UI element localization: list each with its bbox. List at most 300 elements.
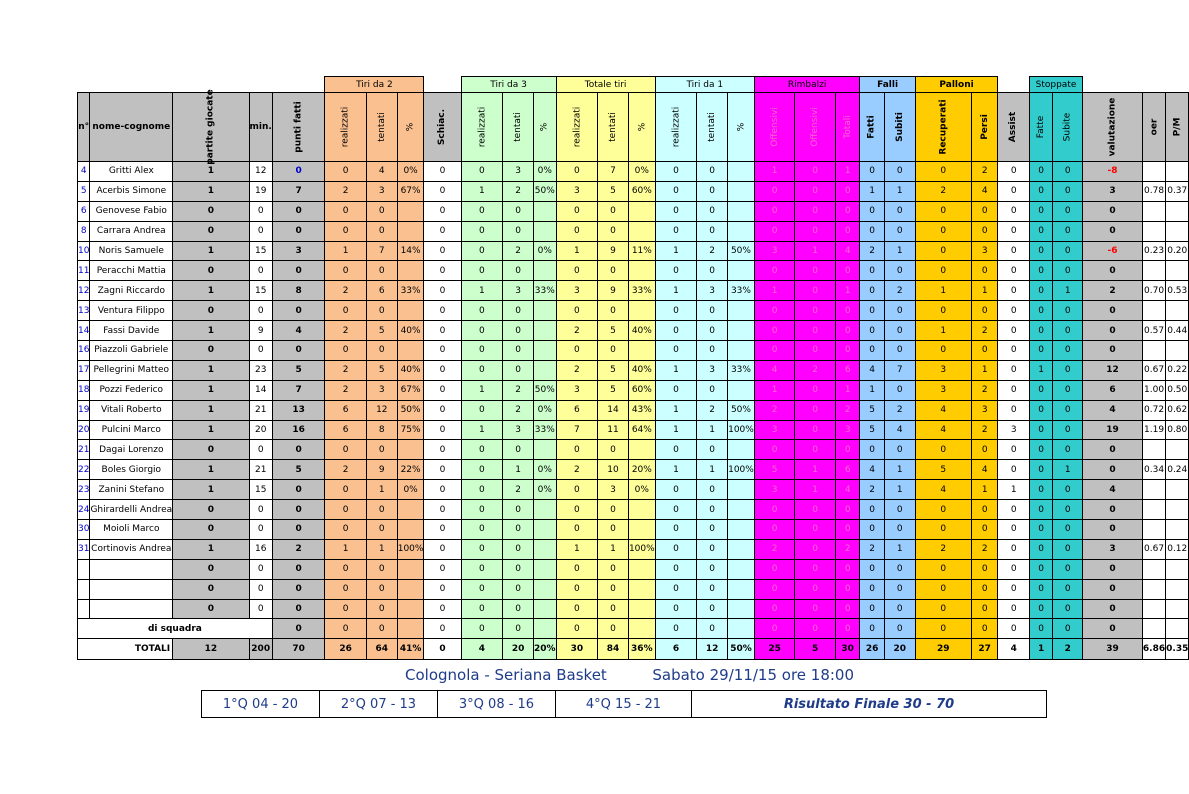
cell-t3-realizzati: 0 — [461, 241, 503, 261]
header-partite-giocate: partite giocate — [173, 93, 249, 162]
cell-tot-perc — [628, 301, 655, 321]
header-name: nome-cognome — [90, 93, 173, 162]
cell-tot-realizzati: 2 — [556, 360, 598, 380]
header-t3-realizzati: realizzati — [461, 93, 503, 162]
cell-pm: 0.50 — [1166, 380, 1189, 400]
header-t1-tentati: tentati — [697, 93, 728, 162]
player-row — [78, 380, 1189, 400]
player-number: 20 — [78, 420, 90, 440]
player-number: 10 — [78, 241, 90, 261]
cell-rimb-tot: 0 — [835, 440, 860, 460]
cell-pg: 1 — [173, 181, 249, 201]
cell-schiac: 0 — [424, 360, 461, 380]
group-stoppate: Stoppate — [1029, 77, 1082, 93]
cell-t2-realizzati: 0 — [325, 221, 367, 241]
cell-falli-fatti: 4 — [860, 460, 884, 480]
cell-pf: 0 — [272, 559, 324, 579]
cell-t2-perc: 67% — [397, 181, 424, 201]
totals-cell: 0.35 — [1166, 639, 1189, 660]
player-row — [78, 539, 1189, 559]
cell-schiac: 0 — [424, 480, 461, 500]
cell-falli-fatti: 5 — [860, 400, 884, 420]
score-row — [202, 691, 1047, 718]
cell-tot-tentati: 14 — [598, 400, 629, 420]
cell-t1-tentati: 0 — [697, 440, 728, 460]
squadra-cell: 0 — [424, 619, 461, 639]
cell-tot-tentati: 0 — [598, 301, 629, 321]
cell-falli-subiti: 0 — [884, 599, 915, 619]
cell-rimb-tot: 0 — [835, 599, 860, 619]
cell-schiac: 0 — [424, 201, 461, 221]
cell-t3-realizzati: 1 — [461, 380, 503, 400]
cell-rimb-tot: 0 — [835, 181, 860, 201]
cell-persi: 0 — [971, 261, 998, 281]
cell-tot-realizzati: 0 — [556, 599, 598, 619]
totals-cell: 25 — [754, 639, 795, 660]
cell-persi: 2 — [971, 321, 998, 341]
cell-tot-tentati: 0 — [598, 500, 629, 520]
cell-t3-tentati: 0 — [503, 539, 534, 559]
cell-t3-perc: 0% — [534, 480, 557, 500]
cell-min: 20 — [249, 420, 272, 440]
cell-t1-tentati: 0 — [697, 539, 728, 559]
cell-t3-tentati: 0 — [503, 559, 534, 579]
cell-t2-perc: 100% — [397, 539, 424, 559]
cell-stop-subite: 0 — [1053, 221, 1083, 241]
cell-pf: 0 — [272, 440, 324, 460]
cell-pm: 0.24 — [1166, 460, 1189, 480]
cell-t1-tentati: 0 — [697, 480, 728, 500]
cell-falli-subiti: 0 — [884, 579, 915, 599]
cell-assist: 0 — [998, 440, 1029, 460]
totals-cell: 29 — [915, 639, 971, 660]
cell-pf: 13 — [272, 400, 324, 420]
cell-persi: 0 — [971, 520, 998, 540]
cell-t2-realizzati: 2 — [325, 321, 367, 341]
cell-falli-subiti: 0 — [884, 321, 915, 341]
cell-oer — [1142, 599, 1165, 619]
cell-t1-perc — [728, 480, 755, 500]
squadra-cell: 0 — [272, 619, 324, 639]
cell-t2-perc: 14% — [397, 241, 424, 261]
cell-falli-subiti: 0 — [884, 559, 915, 579]
player-number: 5 — [78, 181, 90, 201]
cell-rimb-tot: 2 — [835, 539, 860, 559]
cell-falli-subiti: 2 — [884, 400, 915, 420]
cell-recuperati: 2 — [915, 181, 971, 201]
cell-pf: 0 — [272, 301, 324, 321]
cell-stop-fatte: 0 — [1029, 181, 1052, 201]
cell-schiac: 0 — [424, 341, 461, 361]
cell-t1-realizzati: 0 — [655, 301, 697, 321]
cell-rimb-dif: 0 — [795, 181, 836, 201]
cell-tot-perc — [628, 221, 655, 241]
header-palloni-recuperati: Recuperati — [915, 93, 971, 162]
cell-rimb-off: 0 — [754, 559, 795, 579]
cell-rimb-tot: 0 — [835, 301, 860, 321]
squadra-cell: 0 — [1053, 619, 1083, 639]
cell-min: 15 — [249, 281, 272, 301]
cell-tot-perc: 60% — [628, 380, 655, 400]
cell-assist: 0 — [998, 579, 1029, 599]
cell-min: 15 — [249, 480, 272, 500]
cell-t2-perc: 0% — [397, 480, 424, 500]
cell-t2-tentati: 0 — [366, 221, 397, 241]
cell-t2-tentati: 7 — [366, 241, 397, 261]
cell-t2-realizzati: 0 — [325, 201, 367, 221]
cell-falli-subiti: 0 — [884, 201, 915, 221]
player-name: Cortinovis Andrea — [90, 539, 173, 559]
cell-rimb-tot: 1 — [835, 162, 860, 182]
cell-pf: 0 — [272, 162, 324, 182]
cell-tot-realizzati: 1 — [556, 539, 598, 559]
cell-rimb-off: 0 — [754, 321, 795, 341]
player-name: Zanini Stefano — [90, 480, 173, 500]
cell-tot-realizzati: 3 — [556, 380, 598, 400]
player-name: Pozzi Federico — [90, 380, 173, 400]
totals-cell: 1 — [1029, 639, 1052, 660]
cell-recuperati: 0 — [915, 221, 971, 241]
cell-t1-realizzati: 1 — [655, 420, 697, 440]
cell-falli-subiti: 2 — [884, 281, 915, 301]
cell-assist: 0 — [998, 162, 1029, 182]
cell-falli-fatti: 0 — [860, 559, 884, 579]
cell-valutazione: 0 — [1083, 520, 1143, 540]
cell-oer: 0.23 — [1142, 241, 1165, 261]
cell-t3-realizzati: 0 — [461, 460, 503, 480]
cell-t1-perc — [728, 559, 755, 579]
player-name: Gritti Alex — [90, 162, 173, 182]
cell-t2-tentati: 0 — [366, 559, 397, 579]
cell-t1-tentati: 2 — [697, 400, 728, 420]
cell-tot-tentati: 0 — [598, 579, 629, 599]
squadra-cell: 0 — [971, 619, 998, 639]
player-number — [78, 559, 90, 579]
cell-pg: 1 — [173, 321, 249, 341]
header-falli-fatti: Fatti — [860, 93, 884, 162]
player-number: 6 — [78, 201, 90, 221]
cell-t3-realizzati: 0 — [461, 360, 503, 380]
cell-pm — [1166, 301, 1189, 321]
final-result: Risultato Finale 30 - 70 — [692, 691, 1047, 718]
cell-tot-tentati: 5 — [598, 360, 629, 380]
cell-persi: 0 — [971, 201, 998, 221]
player-row — [78, 201, 1189, 221]
squadra-cell: 0 — [366, 619, 397, 639]
quarter-2: 2°Q 07 - 13 — [320, 691, 438, 718]
cell-stop-subite: 0 — [1053, 201, 1083, 221]
cell-falli-fatti: 2 — [860, 241, 884, 261]
cell-persi: 1 — [971, 281, 998, 301]
cell-t1-realizzati: 0 — [655, 559, 697, 579]
cell-tot-perc — [628, 559, 655, 579]
cell-oer: 0.78 — [1142, 181, 1165, 201]
cell-stop-subite: 0 — [1053, 559, 1083, 579]
cell-valutazione: 0 — [1083, 201, 1143, 221]
quarter-3: 3°Q 08 - 16 — [438, 691, 556, 718]
cell-tot-realizzati: 0 — [556, 221, 598, 241]
cell-tot-tentati: 0 — [598, 599, 629, 619]
cell-tot-perc — [628, 201, 655, 221]
cell-valutazione: -8 — [1083, 162, 1143, 182]
cell-falli-subiti: 0 — [884, 301, 915, 321]
totals-cell: 50% — [728, 639, 755, 660]
totals-cell: 26 — [325, 639, 367, 660]
cell-valutazione: -6 — [1083, 241, 1143, 261]
cell-pm — [1166, 221, 1189, 241]
cell-valutazione: 0 — [1083, 579, 1143, 599]
cell-t3-tentati: 0 — [503, 520, 534, 540]
column-header-row — [78, 93, 1189, 162]
cell-schiac: 0 — [424, 162, 461, 182]
cell-t1-realizzati: 1 — [655, 360, 697, 380]
cell-pm — [1166, 261, 1189, 281]
cell-tot-realizzati: 0 — [556, 341, 598, 361]
cell-min: 0 — [249, 500, 272, 520]
cell-falli-fatti: 0 — [860, 599, 884, 619]
cell-t3-realizzati: 1 — [461, 181, 503, 201]
cell-t2-perc — [397, 201, 424, 221]
cell-falli-subiti: 1 — [884, 460, 915, 480]
cell-persi: 0 — [971, 221, 998, 241]
cell-pm — [1166, 500, 1189, 520]
cell-recuperati: 0 — [915, 241, 971, 261]
cell-pm: 0.12 — [1166, 539, 1189, 559]
totals-cell: 4 — [998, 639, 1029, 660]
cell-pg: 0 — [173, 301, 249, 321]
cell-t1-realizzati: 0 — [655, 201, 697, 221]
squadra-cell — [1166, 619, 1189, 639]
cell-pg: 0 — [173, 440, 249, 460]
cell-tot-tentati: 5 — [598, 380, 629, 400]
cell-valutazione: 6 — [1083, 380, 1143, 400]
cell-t1-realizzati: 0 — [655, 500, 697, 520]
cell-valutazione: 19 — [1083, 420, 1143, 440]
cell-t2-perc: 33% — [397, 281, 424, 301]
cell-falli-subiti: 1 — [884, 241, 915, 261]
cell-recuperati: 0 — [915, 301, 971, 321]
player-number: 12 — [78, 281, 90, 301]
player-rows — [78, 162, 1189, 619]
cell-tot-tentati: 9 — [598, 281, 629, 301]
cell-tot-realizzati: 0 — [556, 440, 598, 460]
cell-falli-subiti: 0 — [884, 380, 915, 400]
cell-oer: 0.57 — [1142, 321, 1165, 341]
cell-t2-tentati: 12 — [366, 400, 397, 420]
cell-t3-perc: 33% — [534, 281, 557, 301]
cell-stop-fatte: 0 — [1029, 221, 1052, 241]
player-number — [78, 599, 90, 619]
cell-tot-perc — [628, 440, 655, 460]
cell-valutazione: 4 — [1083, 480, 1143, 500]
cell-t1-tentati: 0 — [697, 579, 728, 599]
cell-t1-realizzati: 0 — [655, 341, 697, 361]
cell-stop-subite: 0 — [1053, 400, 1083, 420]
cell-recuperati: 0 — [915, 579, 971, 599]
cell-rimb-off: 0 — [754, 201, 795, 221]
cell-t2-perc — [397, 261, 424, 281]
cell-falli-fatti: 2 — [860, 539, 884, 559]
cell-rimb-dif: 0 — [795, 539, 836, 559]
cell-falli-subiti: 1 — [884, 480, 915, 500]
cell-rimb-dif: 1 — [795, 460, 836, 480]
cell-tot-tentati: 0 — [598, 341, 629, 361]
player-name — [90, 579, 173, 599]
cell-recuperati: 4 — [915, 480, 971, 500]
cell-rimb-dif: 1 — [795, 241, 836, 261]
cell-rimb-dif: 0 — [795, 420, 836, 440]
cell-t2-realizzati: 0 — [325, 301, 367, 321]
cell-pg: 0 — [173, 201, 249, 221]
cell-pf: 16 — [272, 420, 324, 440]
cell-t1-perc — [728, 539, 755, 559]
cell-stop-subite: 0 — [1053, 539, 1083, 559]
cell-tot-perc: 43% — [628, 400, 655, 420]
cell-tot-realizzati: 0 — [556, 301, 598, 321]
cell-min: 0 — [249, 201, 272, 221]
cell-t3-tentati: 0 — [503, 261, 534, 281]
cell-t1-tentati: 0 — [697, 181, 728, 201]
cell-schiac: 0 — [424, 301, 461, 321]
cell-stop-subite: 0 — [1053, 181, 1083, 201]
cell-pm: 0.22 — [1166, 360, 1189, 380]
player-number: 19 — [78, 400, 90, 420]
header-valutazione: valutazione — [1083, 93, 1143, 162]
cell-t3-realizzati: 0 — [461, 321, 503, 341]
squadra-cell — [628, 619, 655, 639]
cell-t3-perc: 0% — [534, 162, 557, 182]
totals-cell: 20% — [534, 639, 557, 660]
squadra-cell: 0 — [461, 619, 503, 639]
player-number: 8 — [78, 221, 90, 241]
cell-schiac: 0 — [424, 261, 461, 281]
cell-stop-fatte: 0 — [1029, 241, 1052, 261]
group-tiri-da-3: Tiri da 3 — [461, 77, 556, 93]
cell-t2-perc — [397, 500, 424, 520]
cell-stop-fatte: 0 — [1029, 559, 1052, 579]
cell-tot-perc — [628, 579, 655, 599]
cell-tot-perc: 0% — [628, 480, 655, 500]
cell-valutazione: 3 — [1083, 181, 1143, 201]
cell-oer — [1142, 301, 1165, 321]
cell-t2-perc: 22% — [397, 460, 424, 480]
cell-t2-tentati: 0 — [366, 599, 397, 619]
cell-t2-perc: 0% — [397, 162, 424, 182]
cell-t3-perc — [534, 579, 557, 599]
cell-min: 0 — [249, 341, 272, 361]
cell-t3-tentati: 3 — [503, 420, 534, 440]
cell-valutazione: 0 — [1083, 440, 1143, 460]
cell-recuperati: 0 — [915, 599, 971, 619]
cell-falli-fatti: 1 — [860, 380, 884, 400]
cell-t3-realizzati: 0 — [461, 520, 503, 540]
player-name: Pellegrini Matteo — [90, 360, 173, 380]
player-name — [90, 559, 173, 579]
cell-stop-fatte: 0 — [1029, 500, 1052, 520]
cell-falli-fatti: 4 — [860, 360, 884, 380]
cell-t3-tentati: 3 — [503, 281, 534, 301]
cell-t3-tentati: 2 — [503, 380, 534, 400]
cell-valutazione: 0 — [1083, 301, 1143, 321]
cell-t2-perc — [397, 520, 424, 540]
cell-stop-fatte: 0 — [1029, 281, 1052, 301]
cell-tot-perc — [628, 261, 655, 281]
cell-t1-tentati: 0 — [697, 380, 728, 400]
cell-tot-realizzati: 3 — [556, 181, 598, 201]
cell-pm: 0.37 — [1166, 181, 1189, 201]
cell-rimb-dif: 0 — [795, 221, 836, 241]
player-number: 13 — [78, 301, 90, 321]
cell-oer — [1142, 341, 1165, 361]
cell-t1-realizzati: 1 — [655, 400, 697, 420]
totals-cell: 4 — [461, 639, 503, 660]
group-header-row — [78, 77, 1189, 93]
cell-t3-realizzati: 0 — [461, 559, 503, 579]
player-row — [78, 400, 1189, 420]
cell-pm — [1166, 559, 1189, 579]
cell-tot-realizzati: 0 — [556, 162, 598, 182]
cell-t1-realizzati: 0 — [655, 321, 697, 341]
cell-schiac: 0 — [424, 539, 461, 559]
cell-t2-realizzati: 0 — [325, 520, 367, 540]
cell-min: 16 — [249, 539, 272, 559]
player-name: Moioli Marco — [90, 520, 173, 540]
player-number: 30 — [78, 520, 90, 540]
header-punti-fatti: punti fatti — [272, 93, 324, 162]
cell-tot-realizzati: 0 — [556, 520, 598, 540]
cell-stop-subite: 0 — [1053, 162, 1083, 182]
player-row — [78, 241, 1189, 261]
cell-oer: 0.67 — [1142, 539, 1165, 559]
header-rimbalzi-totali: Totali — [835, 93, 860, 162]
cell-oer: 0.70 — [1142, 281, 1165, 301]
cell-t1-realizzati: 1 — [655, 241, 697, 261]
cell-assist: 0 — [998, 321, 1029, 341]
cell-oer — [1142, 221, 1165, 241]
header-tot-perc: % — [628, 93, 655, 162]
cell-schiac: 0 — [424, 380, 461, 400]
cell-t2-tentati: 0 — [366, 261, 397, 281]
cell-oer — [1142, 162, 1165, 182]
cell-pg: 0 — [173, 520, 249, 540]
cell-rimb-tot: 2 — [835, 400, 860, 420]
cell-stop-fatte: 0 — [1029, 579, 1052, 599]
cell-falli-subiti: 0 — [884, 162, 915, 182]
squadra-cell: 0 — [503, 619, 534, 639]
cell-t2-realizzati: 2 — [325, 380, 367, 400]
player-name: Zagni Riccardo — [90, 281, 173, 301]
cell-t2-realizzati: 0 — [325, 341, 367, 361]
cell-t2-realizzati: 2 — [325, 181, 367, 201]
cell-rimb-off: 0 — [754, 440, 795, 460]
cell-pm — [1166, 579, 1189, 599]
cell-rimb-dif: 0 — [795, 321, 836, 341]
cell-t3-tentati: 2 — [503, 480, 534, 500]
squadra-cell: 0 — [697, 619, 728, 639]
cell-pg: 0 — [173, 221, 249, 241]
cell-pg: 1 — [173, 162, 249, 182]
cell-tot-perc: 40% — [628, 321, 655, 341]
cell-schiac: 0 — [424, 440, 461, 460]
cell-schiac: 0 — [424, 559, 461, 579]
player-number: 22 — [78, 460, 90, 480]
cell-valutazione: 0 — [1083, 460, 1143, 480]
player-number: 21 — [78, 440, 90, 460]
cell-tot-realizzati: 6 — [556, 400, 598, 420]
squadra-cell: 0 — [1029, 619, 1052, 639]
cell-rimb-off: 0 — [754, 341, 795, 361]
cell-t2-realizzati: 2 — [325, 281, 367, 301]
